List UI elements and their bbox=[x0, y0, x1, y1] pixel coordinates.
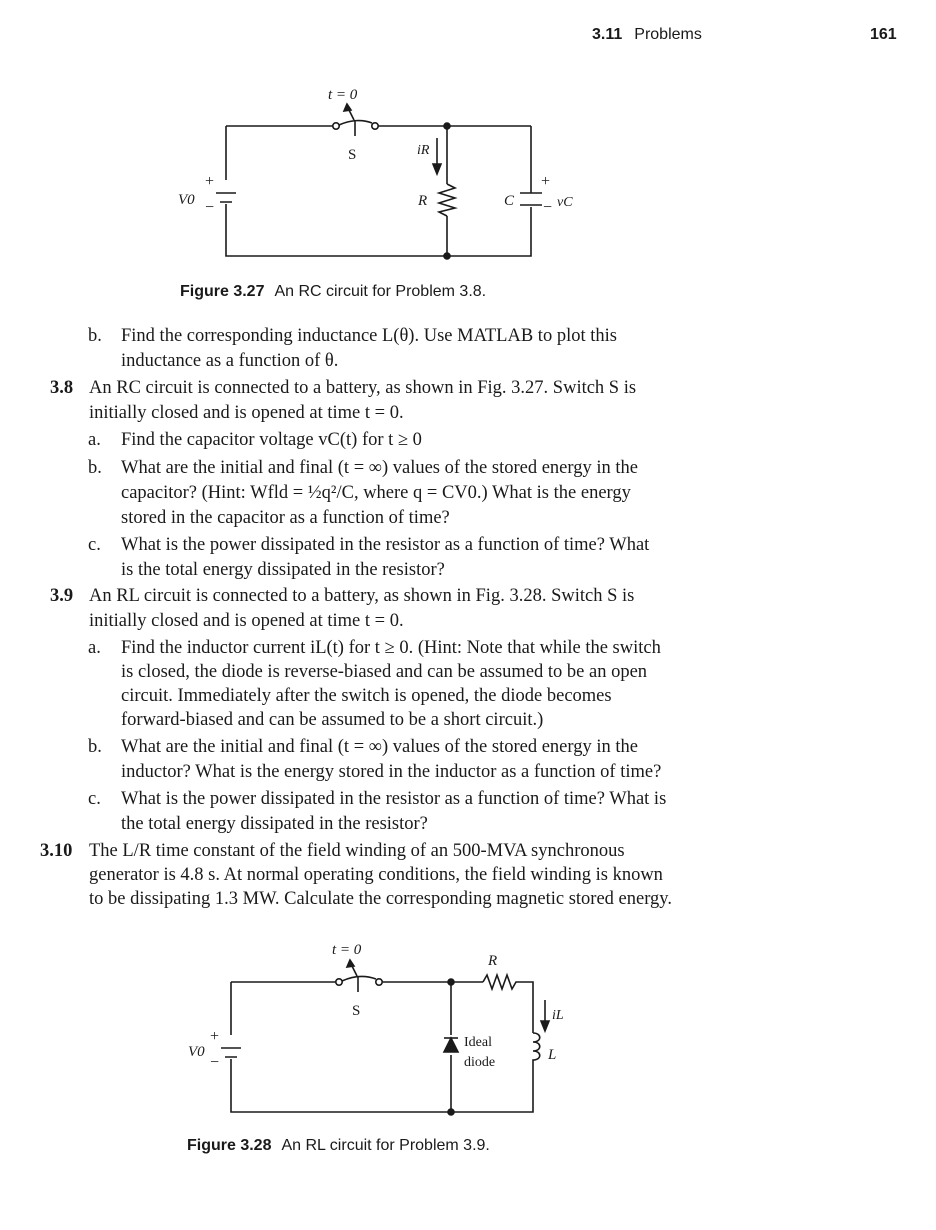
resistor-symbol bbox=[483, 975, 519, 989]
junction-dot-top bbox=[444, 123, 450, 129]
text-line: An RL circuit is connected to a battery, as shown in Fig. 3.28. Switch S is bbox=[89, 586, 635, 606]
label-l: L bbox=[548, 1047, 557, 1063]
text-line: Find the inductor current iL(t) for t ≥ 0. (Hint: Note that while the switch bbox=[121, 638, 661, 658]
label-v0-plus: + bbox=[210, 1028, 220, 1045]
text-line: is closed, the diode is reverse-biased and can be assumed to be an open bbox=[121, 662, 648, 682]
text-line: the total energy dissipated in the resistor? bbox=[121, 814, 428, 834]
capacitor-symbol bbox=[520, 193, 542, 205]
current-arrow-ir-head bbox=[433, 164, 441, 174]
text-line: inductance as a function of θ. bbox=[121, 351, 339, 371]
label-r: R bbox=[418, 193, 428, 209]
item-label: b. bbox=[88, 326, 102, 346]
section-number: 3.11 bbox=[592, 26, 623, 43]
text-line: What is the power dissipated in the resistor as a function of time? What is bbox=[121, 789, 667, 809]
section-title: Problems bbox=[634, 26, 702, 43]
label-vc: vC bbox=[557, 195, 573, 210]
text-line: to be dissipating 1.3 MW. Calculate the corresponding magnetic stored energy. bbox=[89, 889, 672, 909]
text-line: initially closed and is opened at time t = 0. bbox=[89, 403, 404, 423]
junction-dot-top bbox=[448, 979, 454, 985]
figure-3-28-caption-number: Figure 3.28 bbox=[187, 1137, 272, 1154]
item-label: b. bbox=[88, 737, 102, 757]
label-v0: V0 bbox=[178, 192, 195, 208]
label-c: C bbox=[504, 193, 515, 209]
figure-3-27-rc-circuit bbox=[150, 80, 600, 270]
item-label: a. bbox=[88, 430, 101, 450]
diode-triangle bbox=[444, 1038, 458, 1052]
junction-dot-bottom bbox=[448, 1109, 454, 1115]
label-vc-plus: + bbox=[541, 173, 551, 190]
switch-blade bbox=[342, 977, 376, 981]
text-line: capacitor? (Hint: Wfld = ½q²/C, where q = CV0.) What is the energy bbox=[121, 483, 631, 503]
figure-3-27-caption-number: Figure 3.27 bbox=[180, 283, 265, 300]
label-t0: t = 0 bbox=[328, 87, 358, 103]
running-header bbox=[592, 26, 702, 44]
text-line: initially closed and is opened at time t = 0. bbox=[89, 611, 404, 631]
text-line: The L/R time constant of the field winding of an 500-MVA synchronous bbox=[89, 841, 625, 861]
label-diode: diode bbox=[464, 1055, 496, 1070]
text-line: Find the capacitor voltage vC(t) for t ≥ 0 bbox=[121, 430, 422, 450]
text-line: Find the corresponding inductance L(θ). Use MATLAB to plot this bbox=[121, 326, 617, 346]
switch-arrow-head bbox=[347, 960, 354, 967]
label-t0: t = 0 bbox=[332, 942, 362, 958]
label-vc-minus: − bbox=[543, 199, 553, 216]
problem-number: 3.10 bbox=[40, 841, 73, 861]
figure-3-28-caption-text: An RL circuit for Problem 3.9. bbox=[281, 1137, 490, 1154]
switch-arrow-head bbox=[344, 104, 351, 111]
page-number: 161 bbox=[870, 26, 897, 43]
item-label: a. bbox=[88, 638, 101, 658]
item-label: c. bbox=[88, 789, 101, 809]
battery-symbol bbox=[221, 1048, 241, 1057]
label-switch-s: S bbox=[348, 147, 357, 163]
text-line: is the total energy dissipated in the resistor? bbox=[121, 560, 445, 580]
figure-3-28-caption bbox=[187, 1137, 490, 1155]
junction-dot-bottom bbox=[444, 253, 450, 259]
text-line: forward-biased and can be assumed to be a short circuit.) bbox=[121, 710, 544, 730]
text-line: What are the initial and final (t = ∞) values of the stored energy in the bbox=[121, 458, 638, 478]
label-v0-minus: − bbox=[210, 1054, 220, 1071]
item-label: c. bbox=[88, 535, 101, 555]
label-v0: V0 bbox=[188, 1044, 205, 1060]
problem-number: 3.8 bbox=[50, 378, 74, 398]
figure-3-27-caption bbox=[180, 283, 486, 301]
text-line: What is the power dissipated in the resistor as a function of time? What bbox=[121, 535, 650, 555]
text-line: circuit. Immediately after the switch is opened, the diode becomes bbox=[121, 686, 612, 706]
label-ir: iR bbox=[417, 143, 430, 158]
current-arrow-il-head bbox=[541, 1021, 549, 1031]
item-label: b. bbox=[88, 458, 102, 478]
resistor-symbol bbox=[439, 184, 455, 216]
text-line: inductor? What is the energy stored in the inductor as a function of time? bbox=[121, 762, 662, 782]
label-il: iL bbox=[552, 1008, 564, 1023]
label-switch-s: S bbox=[352, 1003, 361, 1019]
inductor-symbol bbox=[533, 1033, 540, 1063]
text-line: stored in the capacitor as a function of time? bbox=[121, 508, 450, 528]
text-line: generator is 4.8 s. At normal operating conditions, the field winding is known bbox=[89, 865, 663, 885]
figure-3-28-rl-circuit bbox=[160, 935, 580, 1125]
text-line: What are the initial and final (t = ∞) values of the stored energy in the bbox=[121, 737, 638, 757]
label-r: R bbox=[488, 953, 498, 969]
battery-symbol bbox=[216, 193, 236, 202]
label-ideal: Ideal bbox=[464, 1035, 492, 1050]
wire-bottom bbox=[226, 204, 531, 256]
switch-terminal-left bbox=[336, 979, 342, 985]
switch-terminal-left bbox=[333, 123, 339, 129]
switch-terminal-right bbox=[372, 123, 378, 129]
label-v0-minus: − bbox=[205, 199, 215, 216]
label-v0-plus: + bbox=[205, 173, 215, 190]
text-line: An RC circuit is connected to a battery, as shown in Fig. 3.27. Switch S is bbox=[89, 378, 637, 398]
figure-3-27-caption-text: An RC circuit for Problem 3.8. bbox=[274, 283, 487, 300]
switch-terminal-right bbox=[376, 979, 382, 985]
problem-number: 3.9 bbox=[50, 586, 74, 606]
wire-top-right bbox=[519, 982, 533, 1033]
